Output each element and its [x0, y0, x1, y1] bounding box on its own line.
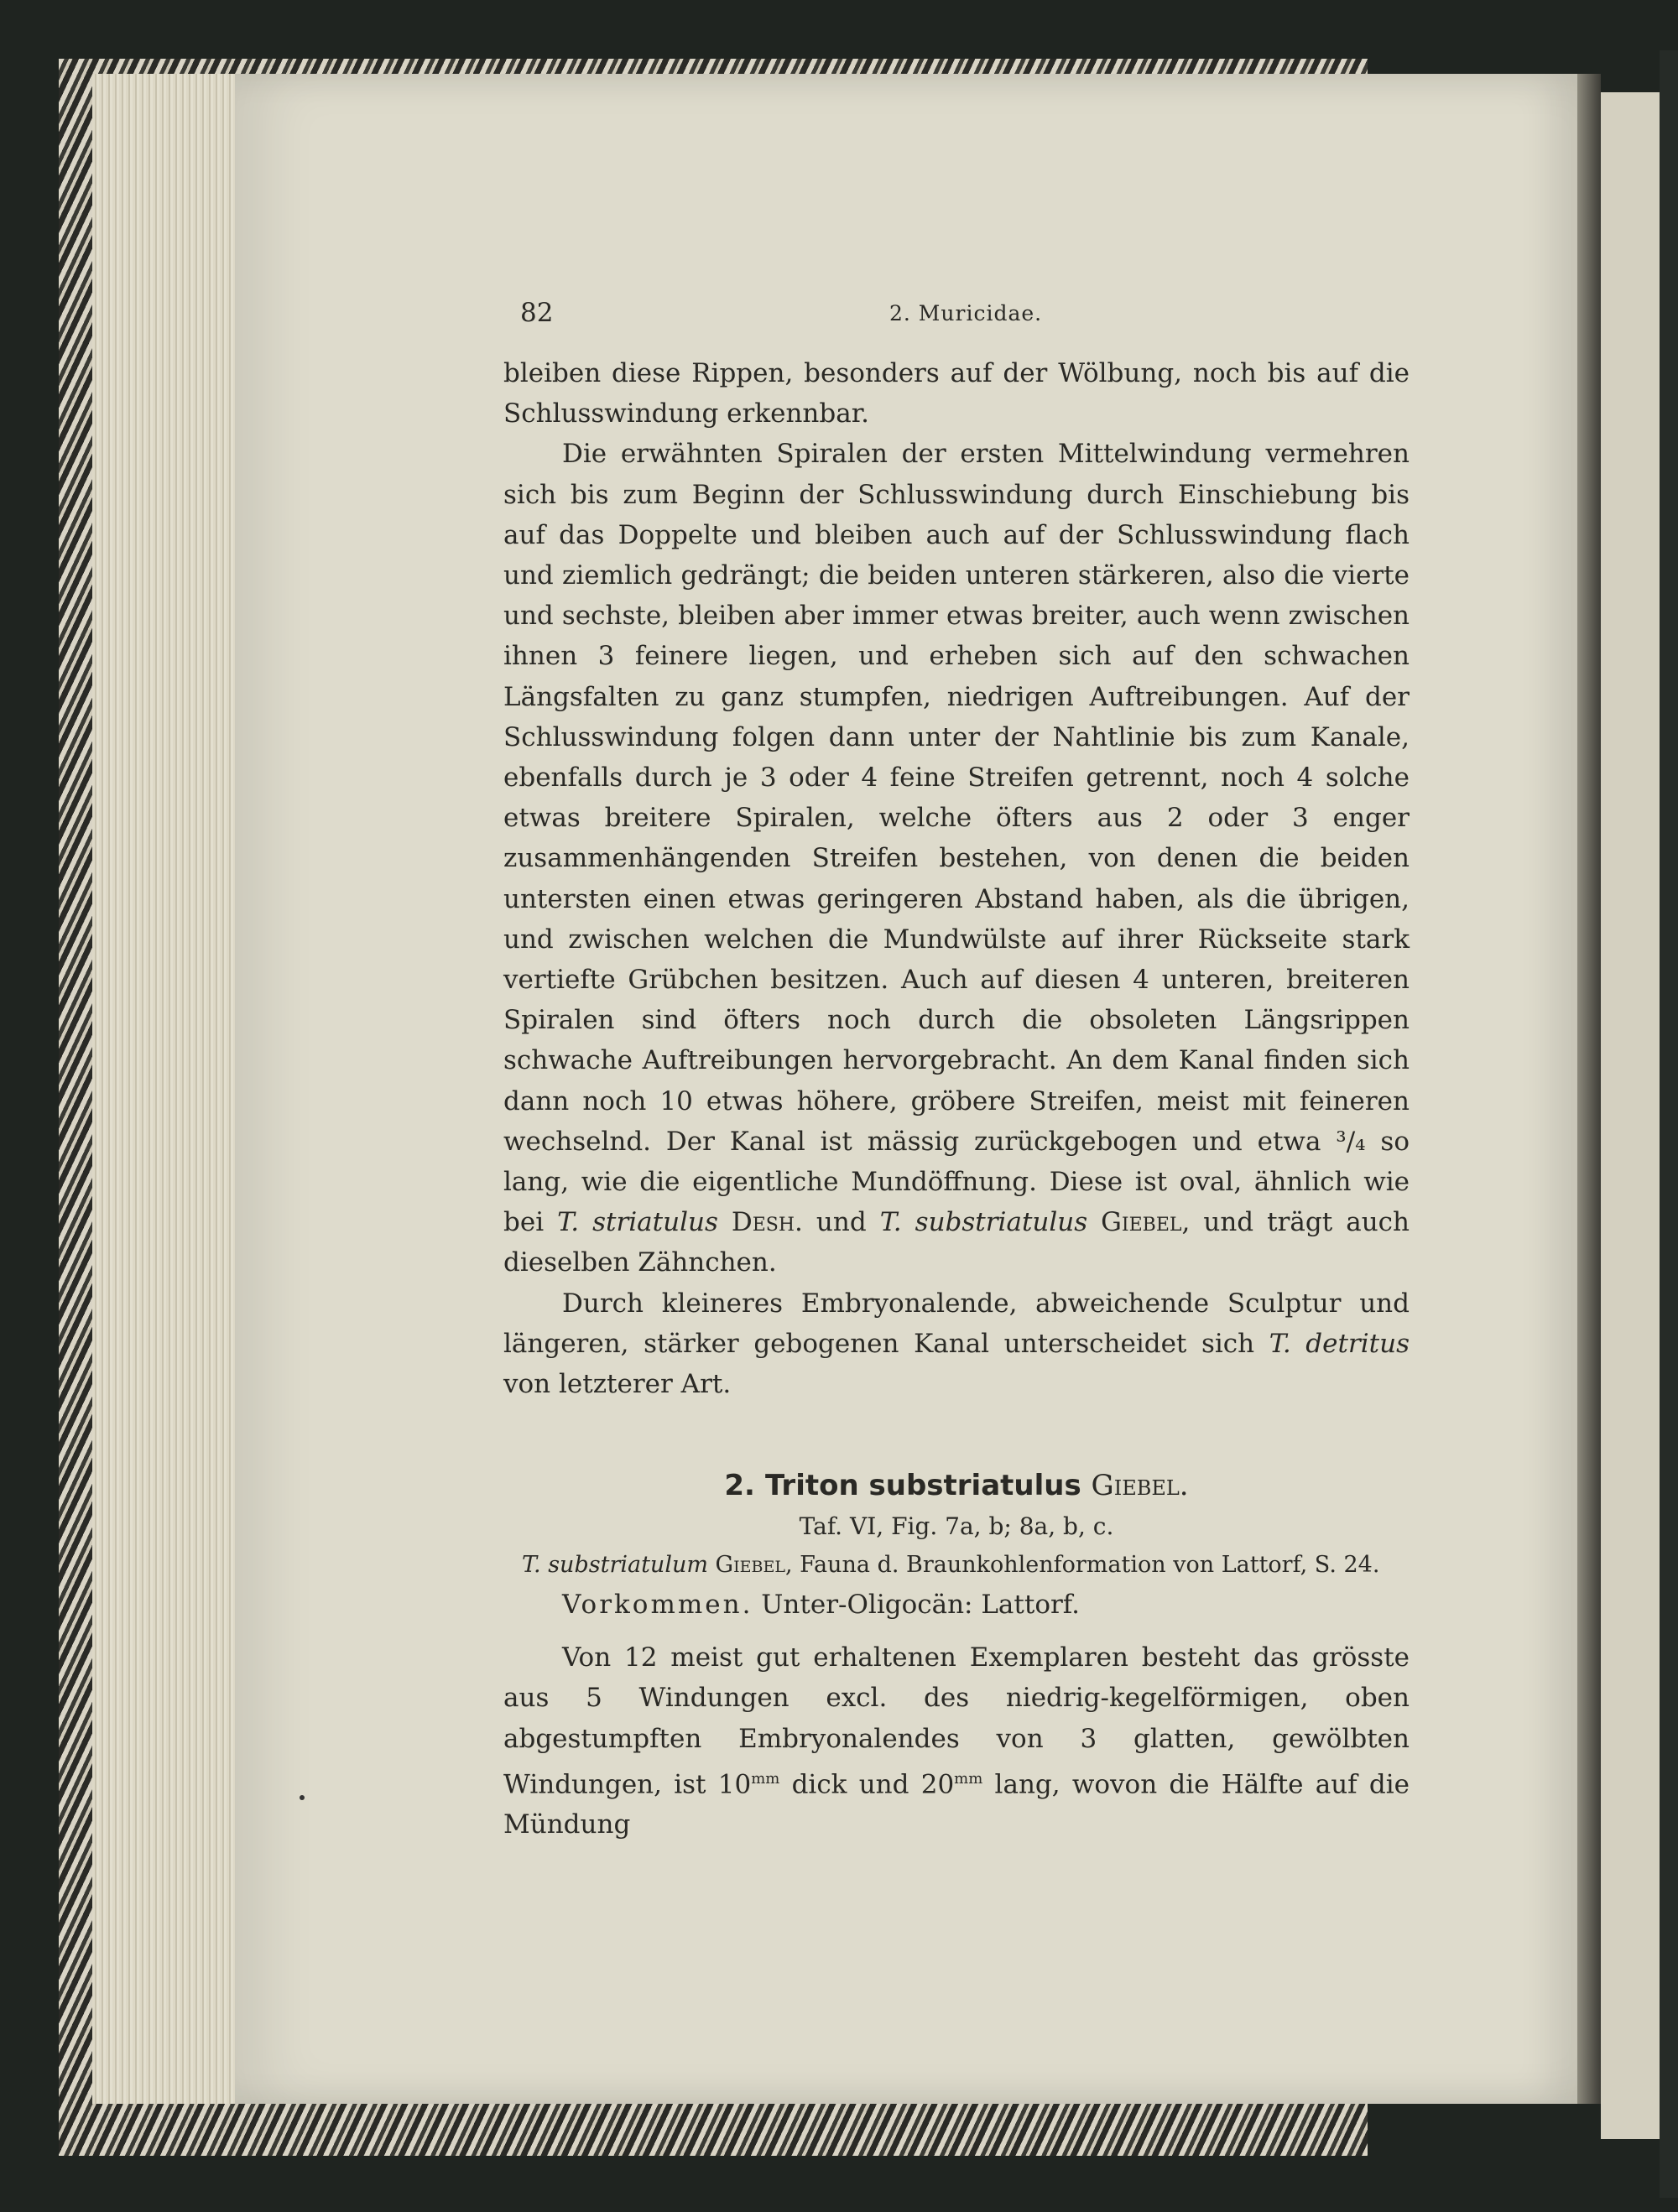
paragraph-2-text: Die erwähnten Spiralen der ersten Mittelwindung vermehren sich bis zum Beginn der Schlusswindung durch Einschiebung bis auf das Doppelte und bleiben auch auf der Schlusswindung flach und ziemlich gedrängt; die beiden unteren stärkeren, also die vierte und sechste, bleiben aber immer etwas breiter, auch wenn zwischen ihnen 3 feinere liegen, und erheben sich auf den schwachen Längsfalten zu ganz stumpfen, niedrigen Auftreibungen. Auf der Schlusswindung folgen dann unter der Nahtlinie bis zum Kanale, ebenfalls durch je 3 oder 4 feine Streifen getrennt, noch 4 solche etwas breitere Spiralen, welche öfters aus 2 oder 3 enger zusammenhängenden Streifen bestehen, von denen die beiden untersten einen etwas geringeren Abstand haben, als die übrigen, und zwischen welchen die Mundwülste auf ihrer Rückseite stark vertiefte Grübchen besitzen. Auch auf diesen 4 unteren, breiteren Spiralen sind öfters noch durch die obsoleten Längsrippen schwache Auftreibungen hervorgebracht. An dem Kanal finden sich dann noch 10 etwas höhere, gröbere Streifen, meist mit feineren wechselnd. Der Kanal ist mässig zurückgebogen und etwa ³/₄ so lang, wie die eigentliche Mundöffnung. Diese ist oval, ähnlich wie bei	[503, 439, 1410, 1238]
species-name: Triton substriatulus	[764, 1469, 1081, 1503]
occurrence-line	[503, 1584, 1410, 1626]
paragraph-3-end: von letzterer Art.	[503, 1369, 732, 1400]
description-end: lang, wovon die Hälfte auf die Mündung	[503, 1769, 1410, 1840]
unit-mm-2: mm	[954, 1769, 983, 1788]
species-ref-3: T. detritus	[1269, 1328, 1410, 1359]
paragraph-3	[503, 1283, 1410, 1405]
synonym-author: Giebel	[715, 1552, 785, 1579]
occurrence-label: Vorkommen.	[562, 1590, 753, 1621]
unit-mm-1: mm	[751, 1769, 780, 1788]
description-paragraph	[503, 1637, 1410, 1845]
species-ref-1: T. striatulus	[557, 1207, 718, 1238]
species-author: Giebel.	[1091, 1469, 1189, 1503]
species-number: 2.	[724, 1469, 755, 1503]
right-cover-edge	[1660, 50, 1678, 2198]
facing-page-edge	[1601, 92, 1660, 2139]
paragraph-2-end: dieselben Zähnchen.	[503, 1247, 777, 1278]
species-ref-2: T. substriatulus	[879, 1207, 1088, 1238]
paragraph-1: bleiben diese Rippen, besonders auf der Wölbung, noch bis auf die Schlusswindung erkennbar.	[503, 358, 1410, 429]
author-ref-2: Giebel	[1101, 1207, 1182, 1238]
ink-speck	[300, 1795, 305, 1800]
author-ref-1: Desh.	[731, 1207, 803, 1238]
running-head: 2. Muricidae.	[889, 301, 1043, 325]
description-text: Von 12 meist gut erhaltenen Exemplaren besteht das grösste aus 5 Windungen excl. des niedrig-kegelförmigen, oben abgestumpften Embryonalendes von 3 glatten, gewölbten Windungen, ist 10	[503, 1642, 1410, 1800]
paragraph-3-text: Durch kleineres Embryonalende, abweichende Sculptur und längeren, stärker gebogenen Kanal unterscheidet sich	[503, 1288, 1410, 1359]
synonym-name: T. substriatulum	[522, 1552, 708, 1579]
page-text	[503, 298, 1410, 1845]
occurrence-value: Unter-Oligocän: Lattorf.	[761, 1590, 1081, 1621]
gutter-shadow	[1577, 74, 1601, 2104]
paragraph-2-tail: , und trägt auch	[1181, 1207, 1410, 1238]
synonym-line	[503, 1547, 1410, 1584]
species-heading	[503, 1465, 1410, 1507]
plate-reference: Taf. VI, Fig. 7a, b; 8a, b, c.	[799, 1512, 1114, 1541]
description-mid: dick und 20	[779, 1769, 955, 1800]
page-number: 82	[520, 298, 554, 328]
paragraph-2	[503, 434, 1410, 1283]
conjunction: und	[816, 1207, 867, 1238]
synonym-reference: , Fauna d. Braunkohlenformation von Lattorf, S. 24.	[784, 1552, 1380, 1579]
page-edges	[92, 74, 252, 2104]
page-header	[503, 298, 1410, 340]
